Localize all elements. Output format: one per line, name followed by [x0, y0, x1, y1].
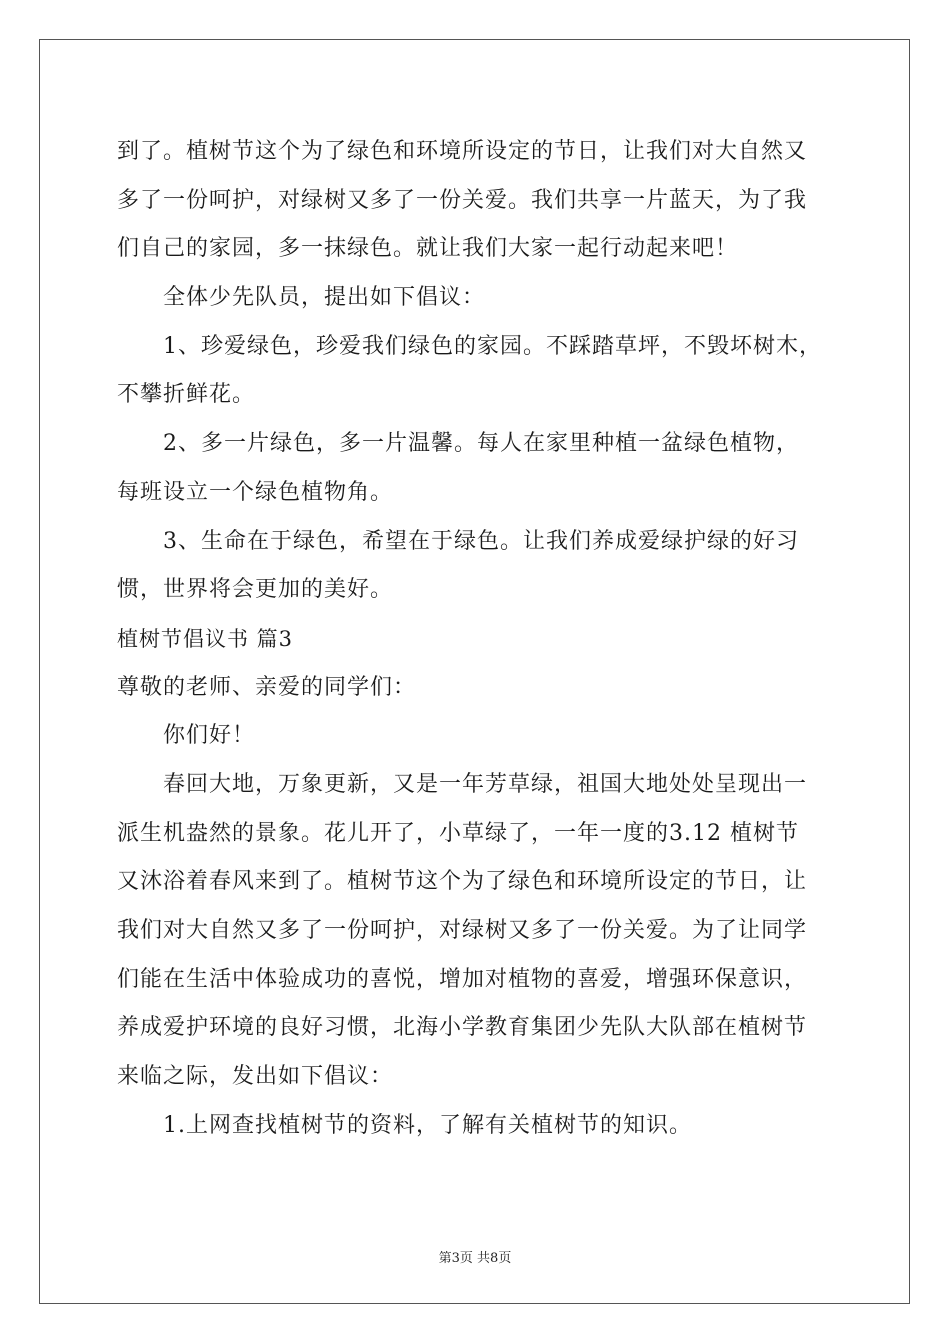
text-line: 多了一份呵护，对绿树又多了一份关爱。我们共享一片蓝天，为了我	[117, 187, 808, 213]
text-line: 们自己的家园，多一抹绿色。就让我们大家一起行动起来吧！	[117, 236, 739, 262]
document-body	[117, 128, 837, 1150]
text-line: 1、珍爱绿色，珍爱我们绿色的家园。不踩踏草坪，不毁坏树木，	[163, 333, 822, 359]
section-heading: 植树节倡议书 篇3	[117, 626, 294, 651]
salutation-line: 尊敬的老师、亲爱的同学们：	[117, 674, 417, 700]
text-line: 来临之际，发出如下倡议：	[117, 1064, 394, 1090]
text-line: 们能在生活中体验成功的喜悦，增加对植物的喜爱，增强环保意识，	[117, 966, 808, 992]
text-line: 养成爱护环境的良好习惯，北海小学教育集团少先队大队部在植树节	[117, 1015, 808, 1041]
text-line: 春回大地，万象更新，又是一年芳草绿，祖国大地处处呈现出一	[163, 771, 808, 797]
text-line: 我们对大自然又多了一份呵护，对绿树又多了一份关爱。为了让同学	[117, 918, 808, 943]
text-line: 全体少先队员，提出如下倡议：	[163, 285, 486, 311]
text-line: 1.上网查找植树节的资料，了解有关植树节的知识。	[163, 1112, 692, 1138]
page-number-footer: 第3页 共8页	[438, 1251, 512, 1266]
greeting-line: 你们好！	[163, 723, 256, 749]
text-line: 每班设立一个绿色植物角。	[117, 479, 394, 505]
text-line: 2、多一片绿色，多一片温馨。每人在家里种植一盆绿色植物，	[163, 431, 799, 457]
text-line: 又沐浴着春风来到了。植树节这个为了绿色和环境所设定的节日，让	[117, 869, 808, 895]
text-line: 派生机盎然的景象。花儿开了，小草绿了，一年一度的3.12 植树节	[117, 820, 799, 846]
text-line: 惯，世界将会更加的美好。	[117, 577, 394, 603]
text-line: 3、生命在于绿色，希望在于绿色。让我们养成爱绿护绿的好习	[163, 528, 799, 554]
text-line: 不攀折鲜花。	[117, 382, 256, 408]
text-line: 到了。植树节这个为了绿色和环境所设定的节日，让我们对大自然又	[117, 139, 808, 164]
